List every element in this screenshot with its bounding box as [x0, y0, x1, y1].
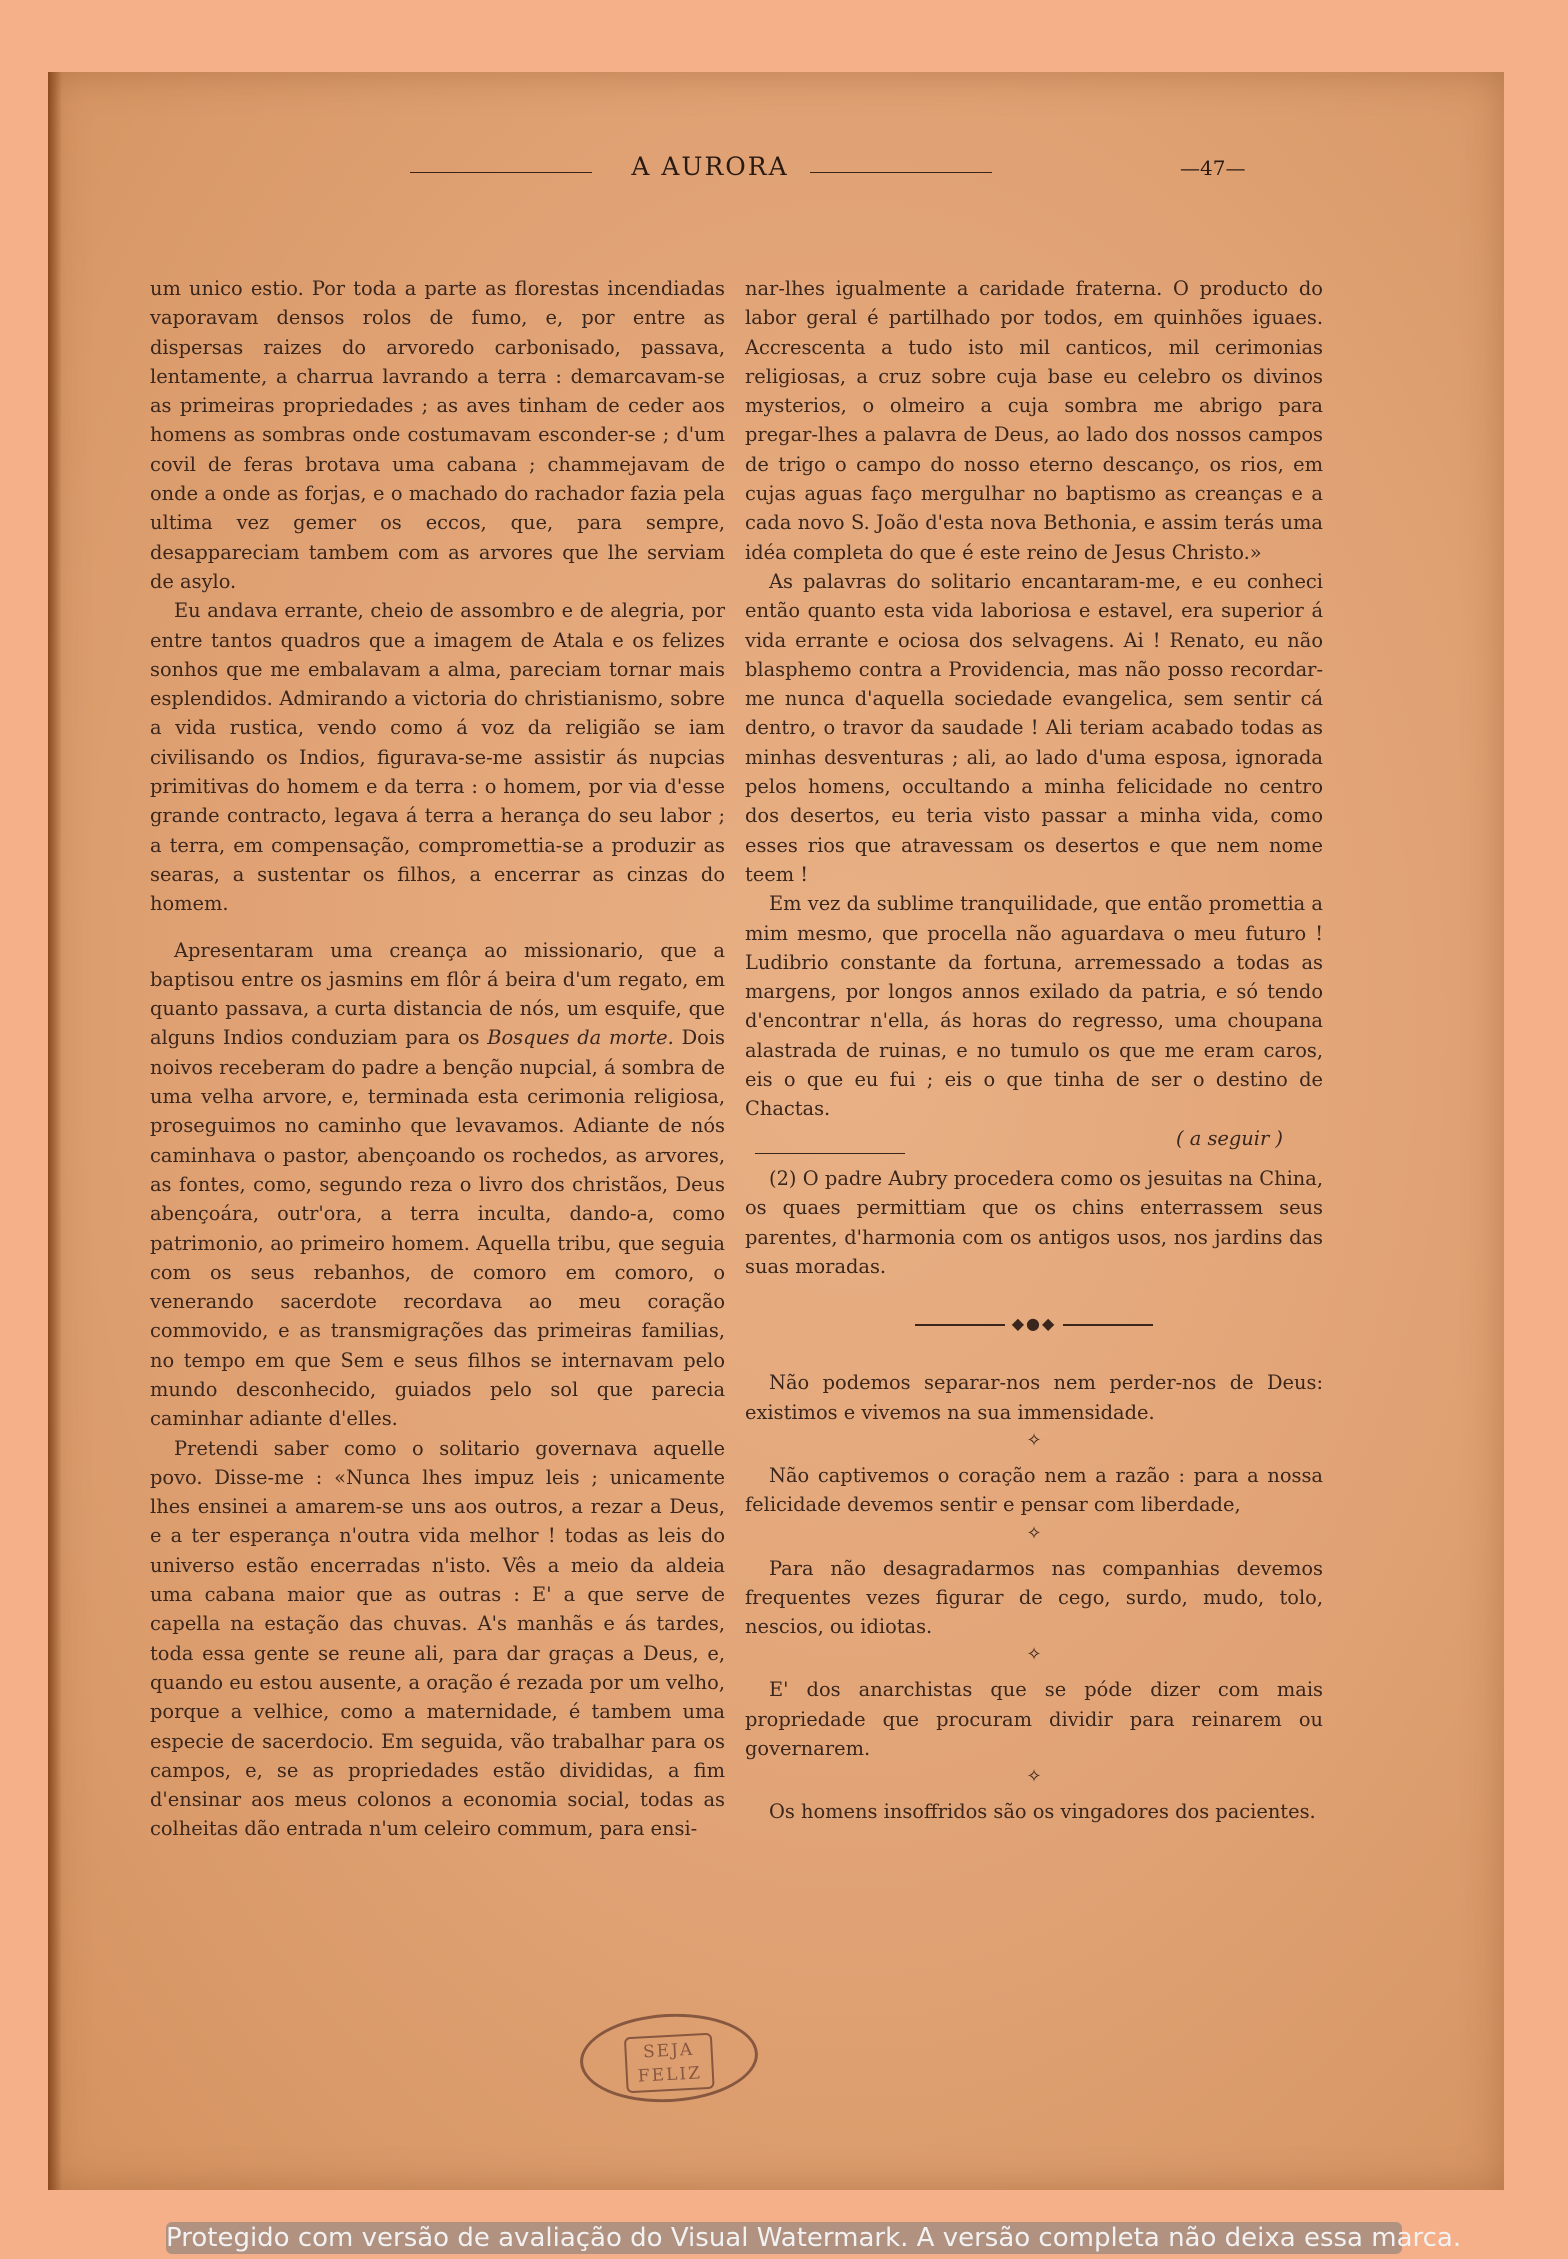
stamp-line: SEJA	[642, 2039, 695, 2063]
section-ornament: ◆●◆	[745, 1309, 1323, 1338]
star-ornament-icon: ✧	[1026, 1766, 1042, 1788]
star-ornament-icon: ✧	[1026, 1429, 1042, 1451]
star-ornament-icon: ✧	[1026, 1522, 1042, 1544]
footnote-rule	[755, 1153, 905, 1154]
page-header	[410, 152, 1290, 192]
maxims-list	[745, 1368, 1323, 1826]
footnote: (2) O padre Aubry procedera como os jesuitas na China, os quaes permittiam que os chins enterrassem seus parentes, d'harmonia com os antigos usos, nos jardins das suas moradas.	[745, 1166, 1323, 1278]
paragraph-text: Dois noivos receberam do padre a benção nupcial, á sombra de uma velha arvore, e, terminada esta cerimonia religiosa, proseguimos no caminho que levavamos. Adiante de nós caminhava o pastor, abençoando os rochedos, as arvores, as fontes, como, segundo reza o livro dos christãos, Deus abençoára, outr'ora, a terra inculta, dando-a, como patrimonio, ao primeiro homem. Aquella tribu, que seguia com os seus rebanhos, de comoro em comoro, o venerando sacerdote recordava ao meu coração commovido, e as transmigrações das primeiras familias, no tempo em que Sem e seus filhos se internavam pelo mundo desconhecido, guiados pelo sol que parecia caminhar adiante d'elles.	[150, 1026, 725, 1431]
paragraph-text: Apresentaram uma creança ao missionario, que a baptisou entre os jasmins em flôr á beira d'um regato, em quanto passava, a curta distancia de nós, um esquife, que alguns Indios conduziam para os	[150, 938, 725, 1050]
header-rule-right	[810, 172, 992, 173]
maxim: Para não desagradarmos nas companhias devemos frequentes vezes figurar de cego, surdo, mudo, tolo, nescios, ou idiotas.	[745, 1556, 1323, 1639]
paragraph	[150, 936, 725, 1434]
continued-note: ( a seguir )	[1176, 1126, 1283, 1150]
paragraph: Eu andava errante, cheio de assombro e de alegria, por entre tantos quadros que a imagem de Atala e os felizes sonhos que me embalavam a alma, pareciam tornar mais esplendidos. Admirando a victoria do christianismo, sobre a vida rustica, vendo como á voz da religião se iam civilisando os Indios, figurava-se-me assistir ás nupcias primitivas do homem e da terra : o homem, por via d'esse grande contracto, legava á terra a herança do seu labor ; a terra, em compensação, compromettia-se a produzir as searas, a sustentar os filhos, a encerrar as cinzas do homem.	[150, 599, 725, 916]
watermark-banner: Protegido com versão de avaliação do Visual Watermark. A versão completa não deixa essa marca.	[166, 2223, 1462, 2253]
maxim: Não podemos separar-nos nem perder-nos de Deus: existimos e vivemos na sua immensidade.	[745, 1371, 1323, 1424]
right-column	[745, 274, 1323, 1827]
star-ornament-icon: ✧	[1026, 1644, 1042, 1666]
page-title: A AURORA	[631, 152, 789, 181]
stamp-line: FELIZ	[637, 2063, 703, 2087]
paragraph: Em vez da sublime tranquilidade, que então promettia a mim mesmo, que procella não aguardava o meu futuro ! Ludibrio constante da fortuna, arremessado a todas as margens, por longos annos exilado da patria, e só tendo d'encontrar n'ella, ás horas do regresso, uma choupana alastrada de ruinas, e no tumulo os que me eram caros, eis o que eu fui ; eis o que tinha de ser o destino de Chactas.	[745, 892, 1323, 1121]
paragraph: um unico estio. Por toda a parte as florestas incendiadas vaporavam densos rolos de fumo, e, por entre as dispersas raizes do arvoredo carbonisado, passava, lentamente, a charrua lavrando a terra : demarcavam-se as primeiras propriedades ; as aves tinham de ceder aos homens as sombras onde costumavam esconder-se ; d'um covil de feras brotava uma cabana ; chammejavam de onde a onde as forjas, e o machado do rachador fazia pela ultima vez gemer os eccos, que, para sempre, desappareciam tambem com as arvores que lhe serviam de asylo.	[150, 277, 725, 593]
left-column	[150, 274, 725, 1844]
paragraph: As palavras do solitario encantaram-me, e eu conheci então quanto esta vida laboriosa e estavel, era superior á vida errante e ociosa dos selvagens. Ai ! Renato, eu não blasphemo contra a Providencia, mas não posso recordar-me nunca d'aquella sociedade evangelica, sem sentir cá dentro, o travor da saudade ! Ali teriam acabado todas as minhas desventuras ; ali, ao lado d'uma esposa, ignorada pelos homens, occultando a minha felicidade no centro dos desertos, eu teria visto passar a minha vida, como esses rios que atravessam os desertos e que nem nome teem !	[745, 569, 1323, 886]
page-number: —47—	[1180, 156, 1246, 180]
paragraph: Pretendi saber como o solitario governava aquelle povo. Disse-me : «Nunca lhes impuz leis ; unicamente lhes ensinei a amarem-se uns aos outros, a rezar a Deus, e a ter esperança n'outra vida melhor ! todas as leis do universo estão encerradas n'isto. Vês a meio da aldeia uma cabana maior que as outras : E' a que serve de capella na estação das chuvas. A's manhãs e ás tardes, toda essa gente se reune ali, para dar graças a Deus, e, quando eu estou ausente, a oração é rezada por um velho, porque a velhice, como a maternidade, é tambem uma especie de sacerdocio. Em seguida, vão trabalhar para os campos, e, se as propriedades estão divididas, a fim d'ensinar aos meus colonos a economia social, todas as colheitas dão entrada n'um celeiro commum, para ensi-	[150, 1436, 725, 1841]
maxim: Não captivemos o coração nem a razão : para a nossa felicidade devemos sentir e pensar com liberdade,	[745, 1463, 1323, 1517]
header-rule-left	[410, 172, 592, 173]
maxim: Os homens insoffridos são os vingadores dos pacientes.	[769, 1800, 1316, 1824]
maxim: E' dos anarchistas que se póde dizer com mais propriedade que procuram dividir para reinarem ou governarem.	[745, 1678, 1323, 1761]
italic-phrase: Bosques da morte.	[487, 1026, 674, 1050]
paragraph: nar-lhes igualmente a caridade fraterna. O producto do labor geral é partilhado por todos, em quinhões iguaes. Accrescenta a tudo isto mil canticos, mil cerimonias religiosas, a cruz sobre cuja base eu celebro os divinos mysterios, o olmeiro a cuja sombra me abrigo para pregar-lhes a palavra de Deus, ao lado dos nossos campos de trigo o campo do nosso eterno descanço, os rios, em cujas aguas faço mergulhar no baptismo as creanças e a cada novo S. João d'esta nova Bethonia, e assim terás uma idéa completa do que é este reino de Jesus Christo.»	[745, 277, 1323, 564]
